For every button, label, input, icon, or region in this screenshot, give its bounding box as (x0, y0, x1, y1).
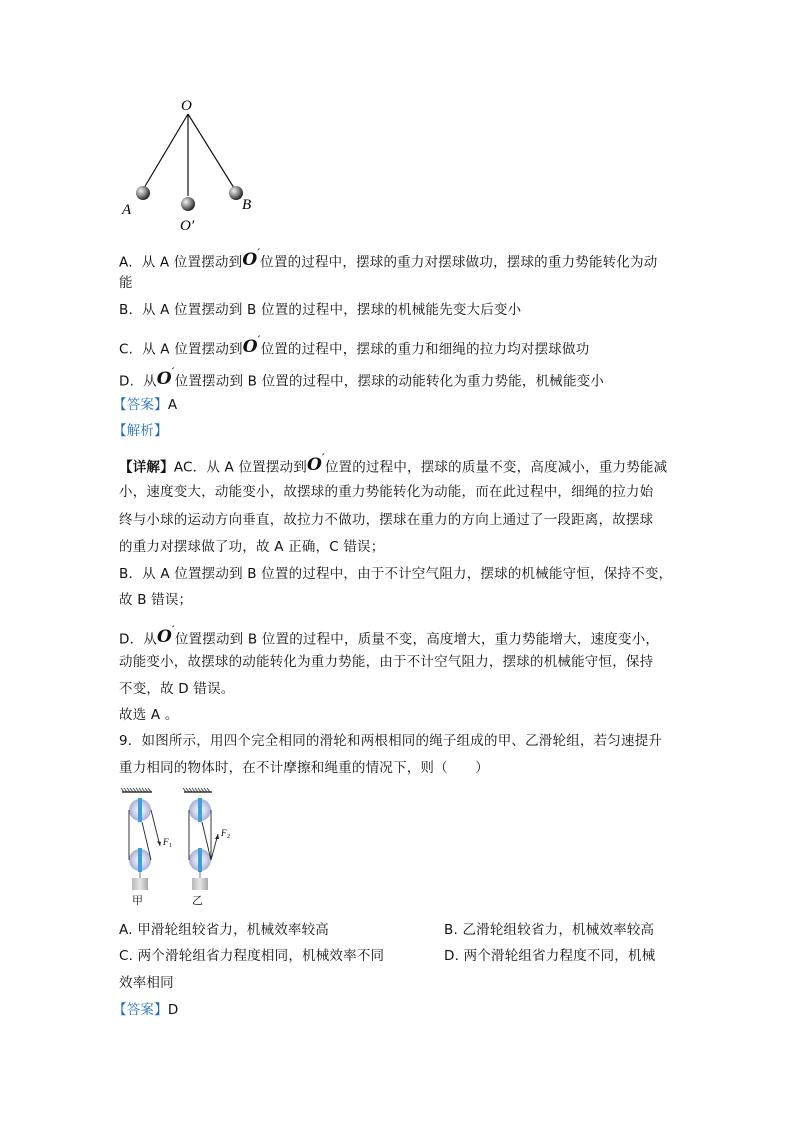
q9-stem-line-2: 重力相同的物体时，在不计摩擦和绳重的情况下，则（ ） (119, 760, 489, 776)
q9-answer (113, 1000, 178, 1020)
answer-label: 【答案】 (113, 397, 168, 413)
detail-line-1: 【详解】AC．从 A 位置摆动到O′位置的过程中，摆球的质量不变，高度减小，重力势能减 (119, 453, 668, 476)
q9-option-d: D. 两个滑轮组省力程度不同，机械 (444, 948, 656, 964)
detail-line-8: 动能变小，故摆球的动能转化为重力势能，由于不计空气阻力，摆球的机械能守恒，保持 (119, 654, 654, 670)
detail-line-4: 的重力对摆球做了功，故 A 正确，C 错误； (119, 539, 385, 555)
ball-o-prime (181, 197, 195, 211)
string-right (188, 114, 234, 188)
detail-line-9: 不变，故 D 错误。 (119, 681, 235, 697)
o-prime-symbol: O′ (157, 625, 175, 647)
o-prime-symbol: O′ (242, 248, 261, 270)
detail-line-5: B．从 A 位置摆动到 B 位置的过程中，由于不计空气阻力，摆球的机械能守恒，保持不变， (119, 566, 673, 582)
detail-line-6: 故 B 错误； (119, 592, 193, 608)
answer-value: A (167, 397, 178, 413)
ball-b (229, 186, 243, 200)
label-o-prime: O′ (180, 218, 195, 234)
detail-label: 【详解】 (119, 459, 174, 476)
detail-line-10: 故选 A 。 (119, 707, 179, 723)
svg-text:2: 2 (227, 834, 230, 840)
svg-text:1: 1 (169, 843, 172, 849)
pulley-figure (118, 786, 238, 898)
pulley-system-jia (121, 788, 172, 890)
string-left (144, 114, 188, 188)
q9-option-c: C. 两个滑轮组省力程度相同，机械效率不同 (119, 948, 385, 964)
q8-option-c: C. 从 A 位置摆动到O′位置的过程中，摆球的重力和细绳的拉力均对摆球做功 (119, 335, 590, 358)
svg-text:F: F (221, 828, 227, 838)
label-o: O (181, 98, 192, 114)
q8-answer (113, 395, 177, 415)
q8-option-b: B. 从 A 位置摆动到 B 位置的过程中，摆球的机械能先变大后变小 (119, 302, 522, 318)
label-b: B (242, 197, 252, 213)
q9-option-b: B. 乙滑轮组较省力，机械效率较高 (444, 922, 655, 938)
q9-stem-line-1: 9．如图所示，用四个完全相同的滑轮和两根相同的绳子组成的甲、乙滑轮组，若匀速提升 (119, 733, 663, 749)
pulley-label-jia: 甲 (132, 894, 144, 907)
q8-option-a-cont: 能 (119, 275, 133, 291)
ball-a (136, 186, 150, 200)
answer-value: D (167, 1002, 179, 1018)
pendulum-figure (110, 92, 280, 237)
q9-option-a: A. 甲滑轮组较省力，机械效率较高 (119, 922, 330, 938)
o-prime-symbol: O′ (242, 335, 261, 357)
o-prime-symbol: O′ (306, 453, 325, 475)
svg-text:F: F (163, 837, 169, 847)
detail-line-7: D．从O′位置摆动到 B 位置的过程中，质量不变，高度增大，重力势能增大，速度变小， (119, 625, 660, 648)
label-a: A (122, 202, 132, 218)
o-prime-symbol: O′ (156, 367, 175, 389)
q8-option-a: A. 从 A 位置摆动到O′位置的过程中，摆球的重力对摆球做功，摆球的重力势能转化为动 (119, 248, 658, 271)
pulley-system-yi (183, 788, 230, 890)
answer-label: 【答案】 (113, 1002, 168, 1018)
q9-option-d-cont: 效率相同 (119, 975, 174, 991)
detail-line-3: 终与小球的运动方向垂直，故拉力不做功，摆球在重力的方向上通过了一段距离，故摆球 (119, 512, 654, 528)
q8-analysis-label: 【解析】 (113, 423, 168, 439)
detail-line-2: 小，速度变大，动能变小，故摆球的重力势能转化为动能，而在此过程中，细绳的拉力始 (119, 484, 654, 500)
pulley-label-yi: 乙 (192, 894, 204, 907)
q8-option-d: D. 从O′位置摆动到 B 位置的过程中，摆球的动能转化为重力势能，机械能变小 (119, 367, 605, 390)
